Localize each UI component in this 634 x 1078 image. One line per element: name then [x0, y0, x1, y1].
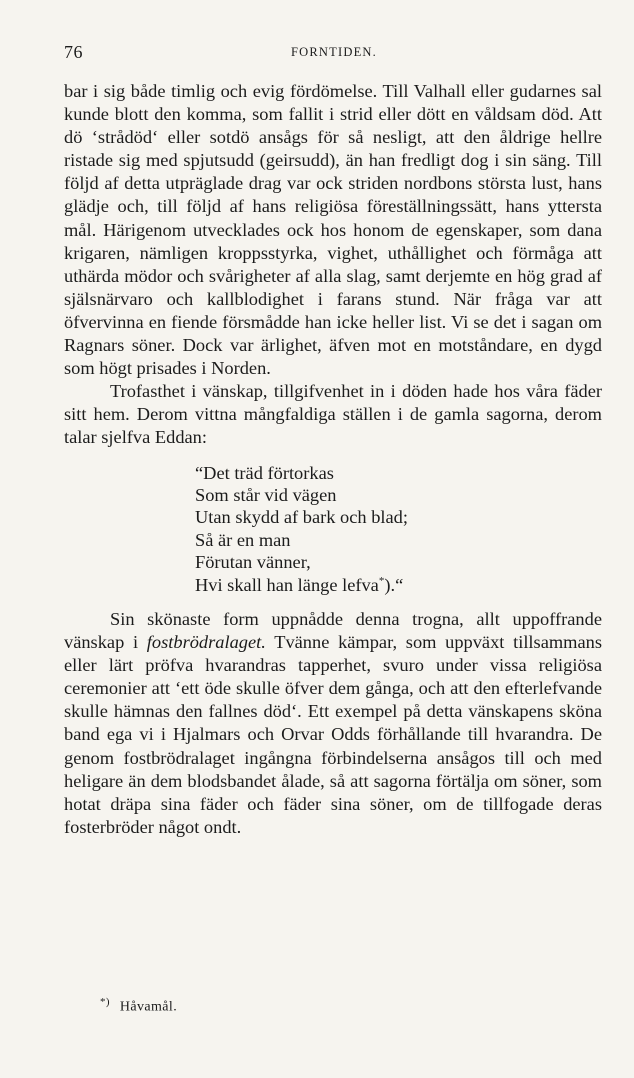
- poem-line-4: Så är en man: [195, 529, 291, 550]
- poem-line-3: Utan skydd af bark och blad;: [195, 507, 408, 528]
- footnote-marker: *): [100, 996, 110, 1008]
- paragraph-3: [64, 608, 602, 839]
- poem-line-2: Som står vid vägen: [195, 484, 337, 505]
- footnote-text: Håvamål.: [119, 999, 178, 1015]
- poem-line-5: Förutan vänner,: [195, 552, 311, 573]
- edda-poem: [195, 462, 602, 596]
- running-head: [64, 42, 604, 62]
- running-title: FORNTIDEN.: [291, 45, 377, 59]
- paragraph-3-italic-term: fostbrödralaget.: [146, 632, 266, 653]
- poem-line-6-text: Hvi skall han länge lefva: [195, 574, 379, 595]
- footnote-reference: *: [378, 574, 385, 587]
- footnote: [100, 996, 177, 1016]
- paragraph-2: Trofasthet i vänskap, tillgifvenhet in i döden hade hos våra fäder sitt hem. Derom vittna mångfaldiga ställen i de gamla sagorna, derom talar sjelfva Eddan:: [64, 381, 602, 448]
- poem-line-1: “Det träd förtorkas: [195, 462, 334, 483]
- poem-line-6: [195, 574, 602, 596]
- poem-line-6-end: ).“: [384, 574, 404, 595]
- paragraph-1: bar i sig både timlig och evig fördömelse. Till Valhall eller gudarnes sal kunde blott den komma, som fallit i strid eller dött en våldsam död. Att dö ‘strådöd‘ eller sotdö ansågs för så nesligt, att den åldrige hellre ristade sig med spjutsudd (geirsudd), än han fredligt dog i sin säng. Till följd af detta utpräglade drag var ock striden nordbons största lust, hans glädje och, till följd af hans religiösa föreställningssätt, hans yttersta mål. Härigenom utvecklades ock hos honom de egenskaper, som dana krigaren, nämligen kroppsstyrka, vighet, uthållighet och förmåga att uthärda mödor och svårigheter af alla slag, samt derjemte en hög grad af själsnärvaro och kallblodighet i farans stund. När fråga var att öfvervinna en fiende försmådde han icke heller list. Vi se det i sagan om Ragnars söner. Dock var ärlighet, äfven mot en motståndare, en dygd som högt prisades i Norden.: [64, 81, 602, 379]
- body-text: [64, 80, 602, 839]
- paragraph-3-part-1: Sin skönaste form uppnådde denna trogna, allt uppoffrande vänskap i: [64, 608, 602, 653]
- paragraph-3-part-2: Tvänne kämpar, som uppväxt tillsammans eller lärt pröfva hvarandras tapperhet, svuro under vissa religiösa ceremonier att ‘ett öde skulle öfver dem gånga, och att den efterlefvande skulle hämnas den fallnes död‘. Ett exempel på detta vänskapens sköna band ega vi i Hjalmars och Orvar Odds förhållande till hvarandra. De genom fostbrödralaget ingångna förbindelserna ansågos till och med heligare än dem blodsbandet ålade, så att sagorna förtälja om söner, som hotat dräpa sina fäder och fäder sina söner, om de tillfogade deras fosterbröder något ondt.: [64, 632, 602, 837]
- page-number: 76: [64, 42, 83, 62]
